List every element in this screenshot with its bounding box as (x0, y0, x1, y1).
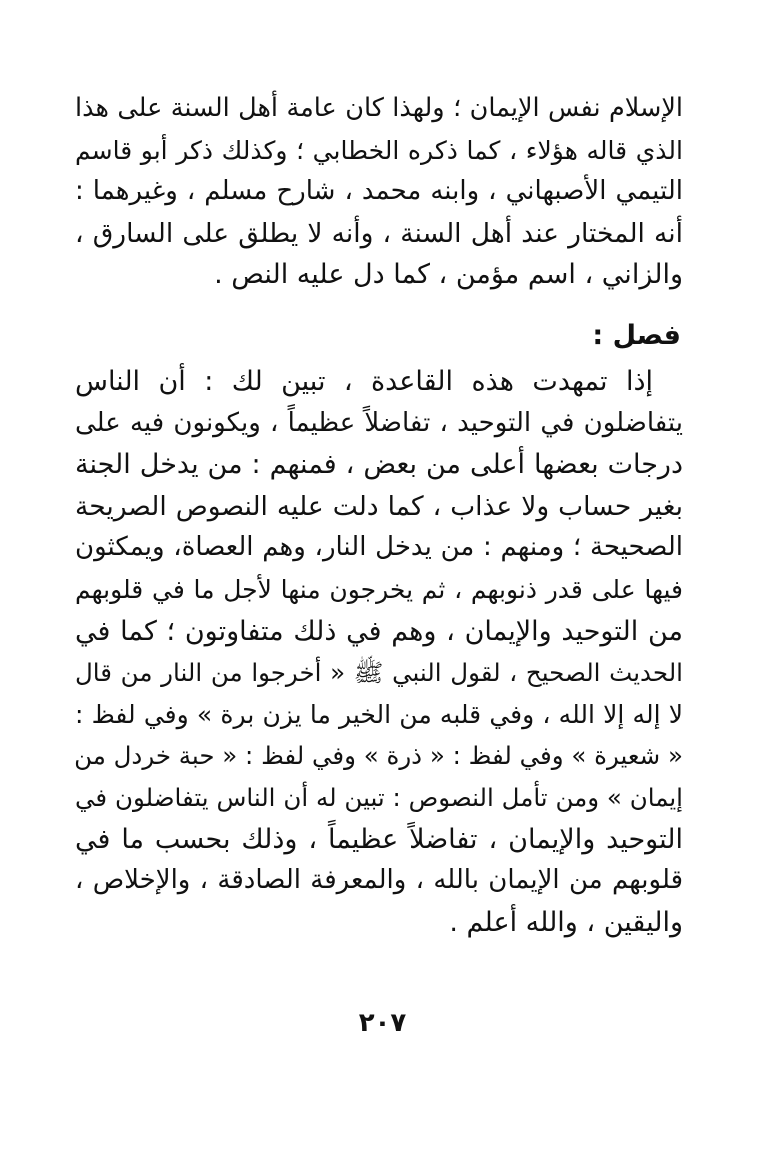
text-line: التوحيد والإيمان ، تفاضلاً عظيماً ، وذلك بحسب ما في (75, 823, 683, 855)
text-line: أنه المختار عند أهل السنة ، وأنه لا يطلق على السارق ، (75, 217, 683, 249)
text-line: « شعيرة » وفي لفظ : « ذرة » وفي لفظ : « حبة خردل من (74, 741, 683, 771)
text-line: التيمي الأصبهاني ، وابنه محمد ، شارح مسلم ، وغيرهما : (75, 176, 683, 207)
page-number: ٢٠٧ (358, 1008, 407, 1038)
text-line: قلوبهم من الإيمان بالله ، والمعرفة الصادقة ، والإخلاص ، (75, 865, 683, 896)
text-line: إذا تمهدت هذه القاعدة ، تبين لك : أن الناس (75, 366, 653, 397)
text-line: يتفاضلون في التوحيد ، تفاضلاً عظيماً ، ويكونون فيه على (75, 407, 683, 438)
text-line: فيها على قدر ذنوبهم ، ثم يخرجون منها لأجل ما في قلوبهم (75, 574, 683, 604)
paragraph-main (75, 361, 683, 943)
text-line: الذي قاله هؤلاء ، كما ذكره الخطابي ؛ وكذلك ذكر أبو قاسم (75, 135, 683, 165)
text-line: الإسلام نفس الإيمان ؛ ولهذا كان عامة أهل السنة على هذا (75, 93, 683, 123)
text-line: الحديث الصحيح ، لقول النبي ﷺ « أخرجوا من النار من قال (75, 658, 683, 688)
text-line: من التوحيد والإيمان ، وهم في ذلك متفاوتون ؛ كما في (75, 615, 683, 647)
text-line: والزاني ، اسم مؤمن ، كما دل عليه النص . (214, 259, 683, 291)
text-line: واليقين ، والله أعلم . (449, 906, 683, 938)
text-line: بغير حساب ولا عذاب ، كما دلت عليه النصوص الصريحة (75, 490, 683, 522)
text-line: الصحيحة ؛ ومنهم : من يدخل النار، وهم العصاة، ويمكثون (75, 532, 683, 563)
paragraph-continuation (75, 88, 683, 296)
text-line: إيمان » ومن تأمل النصوص : تبين له أن الناس يتفاضلون في (75, 782, 683, 812)
text-line: درجات بعضها أعلى من بعض ، فمنهم : من يدخل الجنة (75, 449, 683, 481)
text-line: لا إله إلا الله ، وفي قلبه من الخير ما يزن برة » وفي لفظ : (75, 699, 683, 729)
section-heading: فصل : (592, 320, 681, 351)
